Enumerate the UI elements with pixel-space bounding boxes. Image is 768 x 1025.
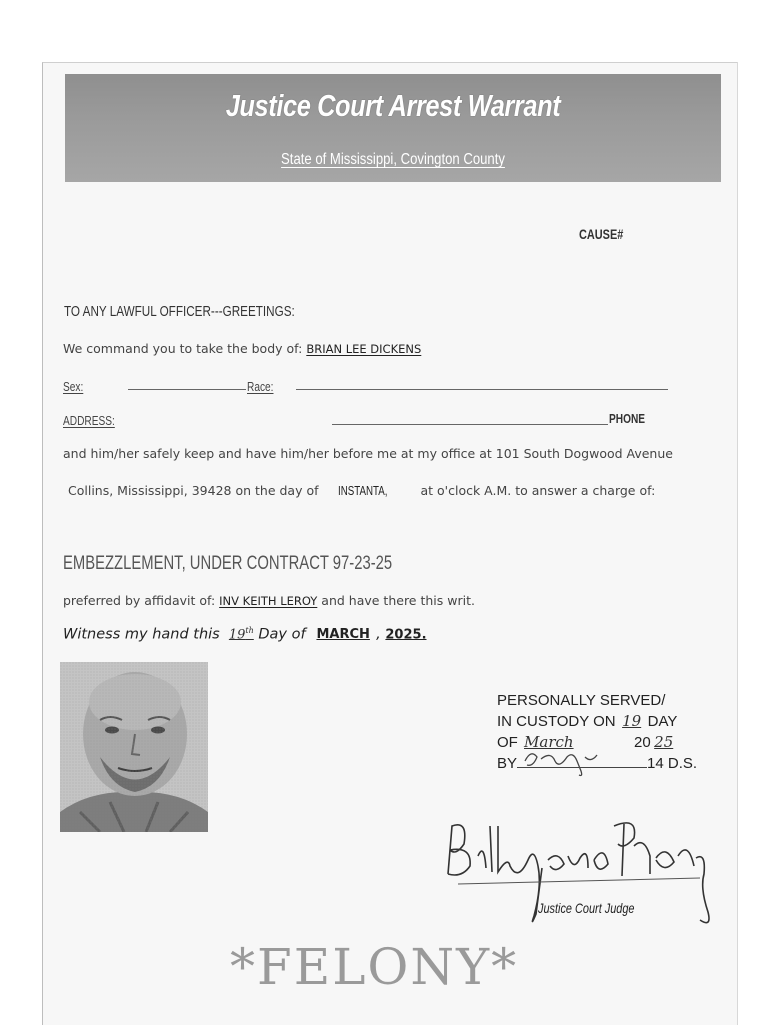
served-line-3: OF March 20 25 (497, 732, 697, 753)
officer-signature-image (521, 747, 611, 777)
defendant-name: BRIAN LEE DICKENS (306, 342, 422, 356)
affiant-name: INV KEITH LEROY (219, 594, 318, 608)
address-field-line (332, 424, 608, 425)
witness-middle: Day of (258, 626, 306, 643)
warrant-subtitle: State of Mississippi, Covington County (281, 151, 505, 168)
appearance-line: and him/her safely keep and have him/her before me at my office at 101 South Dogwood Avenue (63, 446, 673, 461)
officer-number: 14 (647, 755, 664, 772)
race-field-label: Race: (247, 379, 274, 394)
service-block (497, 690, 697, 774)
served-line-4: BY 14 D.S. (497, 753, 697, 774)
defendant-photo-image (60, 662, 208, 832)
defendant-photo (60, 662, 208, 832)
race-field-line (296, 389, 668, 390)
cause-number-label: CAUSE# (579, 226, 624, 242)
charge-text: EMBEZZLEMENT, UNDER CONTRACT 97-23-25 (63, 553, 393, 574)
appearance-date-line (68, 483, 655, 498)
served-month: March (524, 733, 574, 751)
served-line-1: PERSONALLY SERVED/ (497, 692, 666, 709)
affidavit-line (63, 593, 475, 608)
witness-year: 2025. (385, 627, 427, 643)
sex-field-label: Sex: (63, 379, 84, 394)
judge-signature-image (438, 816, 718, 936)
affidavit-prefix: preferred by affidavit of: (63, 593, 216, 608)
appearance-date-prefix: Collins, Mississippi, 39428 on the day of (68, 483, 319, 498)
greeting-heading: TO ANY LAWFUL OFFICER---GREETINGS: (64, 303, 295, 320)
judge-title: Justice Court Judge (538, 900, 635, 916)
served-line-2: IN CUSTODY ON 19 DAY (497, 712, 678, 730)
command-line (63, 341, 421, 356)
felony-stamp: *FELONY* (230, 938, 519, 996)
phone-field-label: PHONE (609, 411, 646, 426)
served-day: 19 (622, 712, 642, 730)
serving-officer-signature (517, 753, 647, 768)
witness-line: Witness my hand this 19th Day of MARCH , 2025. (63, 626, 427, 643)
sex-field-line (128, 389, 246, 390)
command-prefix: We command you to take the body of: (63, 341, 303, 356)
witness-day: 19th (228, 626, 254, 643)
witness-month: MARCH (316, 627, 370, 643)
judge-signature (438, 816, 718, 906)
appearance-date-suffix: at o'clock A.M. to answer a charge of: (420, 483, 656, 498)
address-field-label: ADDRESS: (63, 413, 115, 428)
witness-prefix: Witness my hand this (63, 626, 220, 643)
warrant-header-banner (65, 74, 721, 182)
served-year: 25 (654, 733, 674, 751)
deputy-sheriff-label: D.S. (667, 755, 698, 772)
appearance-day-value: INSTANTA, (337, 484, 388, 498)
affidavit-suffix: and have there this writ. (321, 593, 475, 608)
warrant-title: Justice Court Arrest Warrant (225, 88, 561, 123)
